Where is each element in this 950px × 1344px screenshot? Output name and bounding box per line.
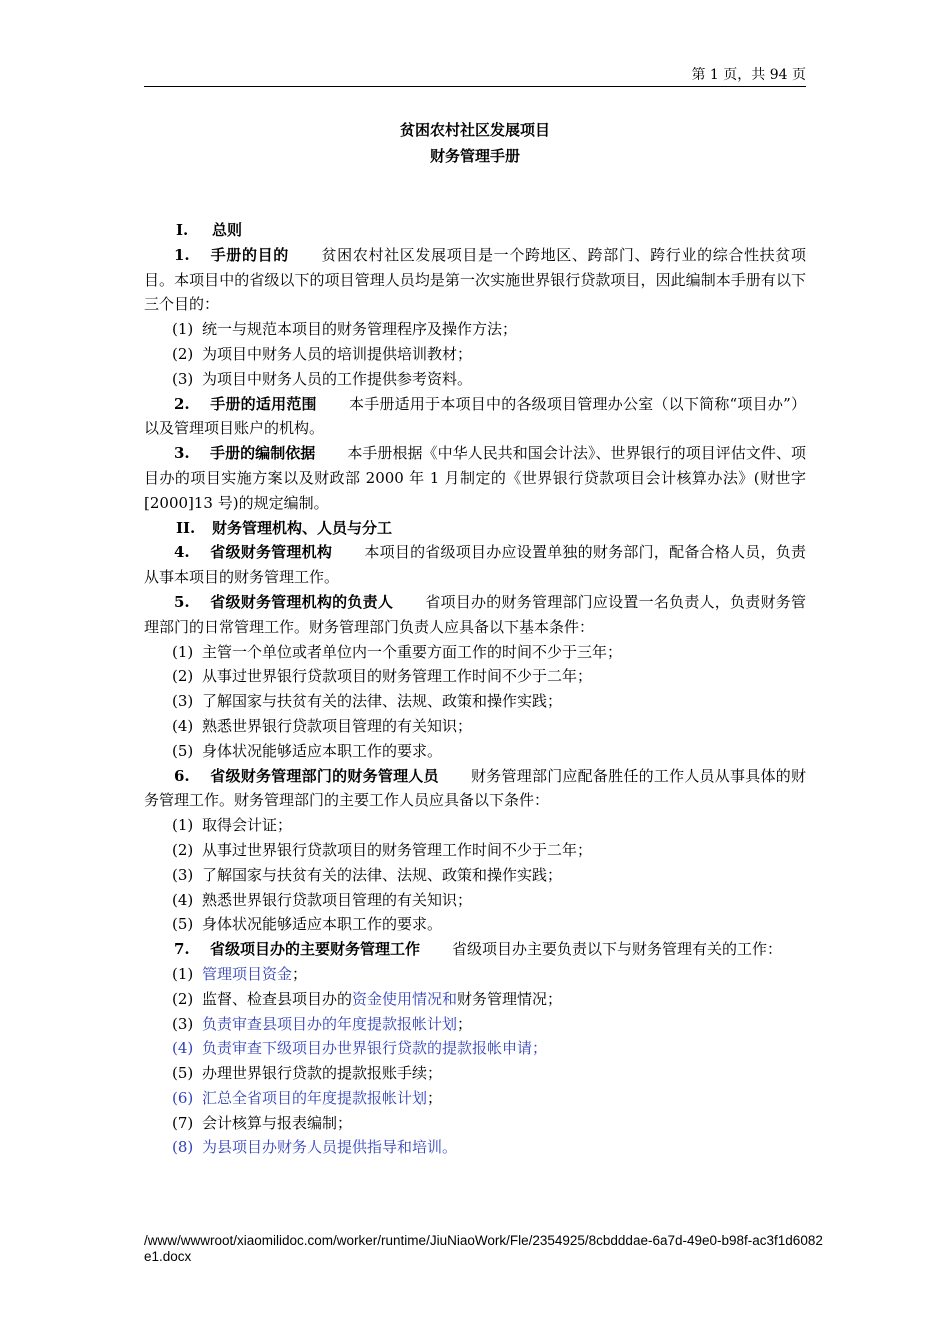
paragraph-heading: 省级项目办的主要财务管理工作 <box>210 940 421 959</box>
list-item: (1) 主管一个单位或者单位内一个重要方面工作的时间不少于三年； <box>172 642 623 661</box>
paragraph-heading: 省级财务管理部门的财务管理人员 <box>210 766 439 785</box>
paragraph-3: 3. 手册的编制依据 本手册根据《中华人民共和国会计法》、世界银行的项目评估文件、项目办的项目实施方案以及财政部 2000 年 1 月制定的《世界银行贷款项目会计核算办法》(财世字[2000]13 号)的规定编制。 <box>144 444 806 512</box>
doc-subtitle: 财务管理手册 <box>429 147 520 165</box>
list-item: (4) 熟悉世界银行贷款项目管理的有关知识； <box>172 716 473 735</box>
list-item: (6) 汇总全省项目的年度提款报帐计划； <box>172 1088 443 1107</box>
list-item: (2) 从事过世界银行贷款项目的财务管理工作时间不少于二年； <box>172 840 593 859</box>
document-body <box>144 218 806 1160</box>
list-item: (1) 管理项目资金； <box>172 964 308 983</box>
paragraph-1: 1. 手册的目的 贫困农村社区发展项目是一个跨地区、跨部门、跨行业的综合性扶贫项目。本项目中的省级以下的项目管理人员均是第一次实施世界银行贷款项目，因此编制本手册有以下三个目的： <box>144 245 806 314</box>
list-item: (2) 为项目中财务人员的培训提供培训教材； <box>172 344 473 363</box>
paragraph-heading: 手册的适用范围 <box>210 394 317 413</box>
header-rule <box>144 86 806 87</box>
page-header <box>144 66 806 84</box>
footer-file-path: /www/wwwroot/xiaomilidoc.com/worker/runtime/JiuNiaoWork/Fle/2354925/8cbdddae-6a7d-49e0-b98f-ac3f1d6082e1.docx <box>144 1233 823 1264</box>
list-item: (3) 负责审查县项目办的年度提款报帐计划； <box>172 1014 473 1033</box>
list-item: (5) 办理世界银行贷款的提款报账手续； <box>172 1064 443 1083</box>
list-item[interactable]: (4) 负责审查下级项目办世界银行贷款的提款报帐申请； <box>172 1039 548 1058</box>
hyperlink-text[interactable]: 管理项目资金 <box>202 964 293 983</box>
section-heading: I. 总则 <box>176 221 243 239</box>
paragraph-7: 7. 省级项目办的主要财务管理工作 省级项目办主要负责以下与财务管理有关的工作： <box>174 940 783 959</box>
hyperlink-text[interactable]: 负责审查下级项目办世界银行贷款的提款报帐申请； <box>202 1039 548 1058</box>
hyperlink-text[interactable]: 负责审查县项目办的年度提款报帐计划 <box>202 1014 458 1033</box>
list-item: (3) 了解国家与扶贫有关的法律、法规、政策和操作实践； <box>172 865 563 884</box>
paragraph-heading: 手册的目的 <box>210 245 289 264</box>
list-item: (3) 了解国家与扶贫有关的法律、法规、政策和操作实践； <box>172 692 563 711</box>
page-info: 第 1 页，共 94 页 <box>691 67 806 83</box>
hyperlink-text[interactable]: 资金使用情况和 <box>352 989 458 1008</box>
list-item: (1) 取得会计证； <box>172 816 293 835</box>
list-item: (5) 身体状况能够适应本职工作的要求。 <box>172 741 443 760</box>
list-item: (4) 熟悉世界银行贷款项目管理的有关知识； <box>172 890 473 909</box>
paragraph-heading: 省级财务管理机构的负责人 <box>210 592 394 611</box>
paragraph-heading: 省级财务管理机构 <box>210 543 333 562</box>
hyperlink-text[interactable]: 为县项目办财务人员提供指导和培训。 <box>202 1138 458 1157</box>
section-heading: II. 财务管理机构、人员与分工 <box>176 518 393 537</box>
paragraph-4: 4. 省级财务管理机构 本项目的省级项目办应设置单独的财务部门，配备合格人员，负责从事本项目的财务管理工作。 <box>144 543 806 587</box>
list-item: (7) 会计核算与报表编制； <box>172 1113 353 1132</box>
paragraph-5: 5. 省级财务管理机构的负责人 省项目办的财务管理部门应设置一名负责人，负责财务管理部门的日常管理工作。财务管理部门负责人应具备以下基本条件： <box>144 592 806 636</box>
list-item[interactable]: (8) 为县项目办财务人员提供指导和培训。 <box>172 1138 458 1157</box>
list-item: (3) 为项目中财务人员的工作提供参考资料。 <box>172 369 473 388</box>
paragraph-6: 6. 省级财务管理部门的财务管理人员 财务管理部门应配备胜任的工作人员从事具体的财务管理工作。财务管理部门的主要工作人员应具备以下条件： <box>144 766 806 810</box>
paragraph-heading: 手册的编制依据 <box>210 444 316 463</box>
paragraph-2: 2. 手册的适用范围 本手册适用于本项目中的各级项目管理办公室（以下简称“项目办”）以及管理项目账户的机构。 <box>144 394 806 438</box>
list-item: (1) 统一与规范本项目的财务管理程序及操作方法； <box>172 320 518 339</box>
hyperlink-text[interactable]: 汇总全省项目的年度提款报帐计划 <box>202 1088 428 1107</box>
list-item: (2) 监督、检查县项目办的资金使用情况和财务管理情况； <box>172 989 563 1008</box>
doc-title: 贫困农村社区发展项目 <box>399 121 550 139</box>
list-item: (5) 身体状况能够适应本职工作的要求。 <box>172 915 443 934</box>
list-item: (2) 从事过世界银行贷款项目的财务管理工作时间不少于二年； <box>172 667 593 686</box>
